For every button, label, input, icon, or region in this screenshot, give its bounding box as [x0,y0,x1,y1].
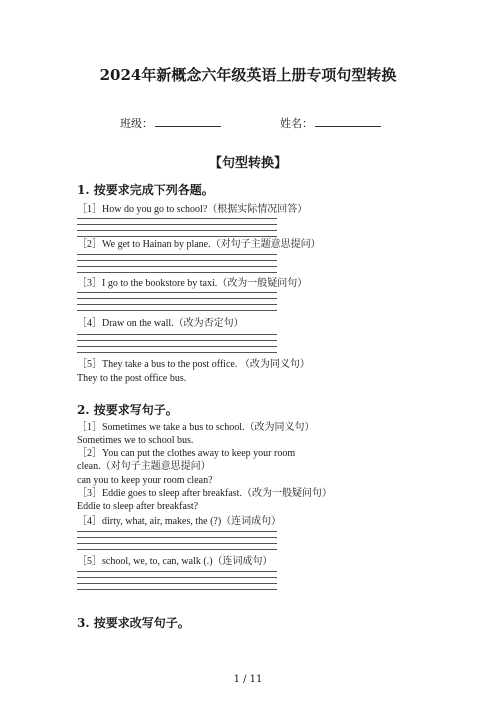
answer-line [77,577,277,578]
part2-q3: ［3］Eddie goes to sleep after breakfast.（改为一般疑问句） [77,488,332,499]
answer-line [77,334,277,335]
answer-line [77,304,277,305]
part1-q1: ［1］How do you go to school?（根据实际情况回答） [77,204,308,215]
part2-q1-fill: Sometimes we to school bus. [77,435,194,446]
answer-line [77,236,277,237]
part2-q4: ［4］dirty, what, air, makes, the (?)（连词成句） [77,516,282,527]
page-number: 1 / 11 [233,674,263,685]
answer-line [77,292,277,293]
answer-line [77,254,277,255]
part1-q4: ［4］Draw on the wall.（改为否定句） [77,318,244,329]
name-field [280,115,381,131]
answer-line [77,543,277,544]
part1-q5: ［5］They take a bus to the post office. （改为同义句） [77,359,310,370]
part2-q3-fill: Eddie to sleep after breakfast? [77,501,199,512]
part2-heading: 2. 按要求写句子。 [77,403,178,417]
part1-q5-fill: They to the post office bus. [77,373,187,384]
part2-q5: ［5］school, we, to, can, walk (.)（连词成句） [77,556,273,567]
part2-q2-fill: can you to keep your room clean? [77,475,213,486]
class-field [120,115,221,131]
answer-line [77,218,277,219]
answer-line [77,260,277,261]
part2-q2-cont: clean.（对句子主题意思提问） [77,461,211,472]
answer-line [77,340,277,341]
name-label: 姓名： [280,117,313,130]
class-label: 班级： [120,117,153,130]
answer-line [77,583,277,584]
answer-line [77,571,277,572]
class-blank [155,116,221,127]
answer-line [77,230,277,231]
part1-heading: 1. 按要求完成下列各题。 [77,183,214,197]
answer-line [77,346,277,347]
part3-heading: 3. 按要求改写句子。 [77,616,190,630]
answer-line [77,310,277,311]
answer-line [77,298,277,299]
answer-line [77,537,277,538]
part2-q2: ［2］You can put the clothes away to keep your room [77,448,296,459]
section-heading: 【句型转换】 [208,156,287,171]
answer-line [77,589,277,590]
part1-q3: ［3］I go to the bookstore by taxi.（改为一般疑问句） [77,278,308,289]
answer-line [77,266,277,267]
part1-q2: ［2］We get to Hainan by plane.（对句子主题意思提问） [77,239,321,250]
name-blank [315,116,381,127]
part2-q1: ［1］Sometimes we take a bus to school.（改为同义句） [77,422,315,433]
answer-line [77,549,277,550]
answer-line [77,272,277,273]
answer-line [77,224,277,225]
answer-line [77,531,277,532]
document-title: 2024年新概念六年级英语上册专项句型转换 [99,66,397,84]
answer-line [77,352,277,353]
